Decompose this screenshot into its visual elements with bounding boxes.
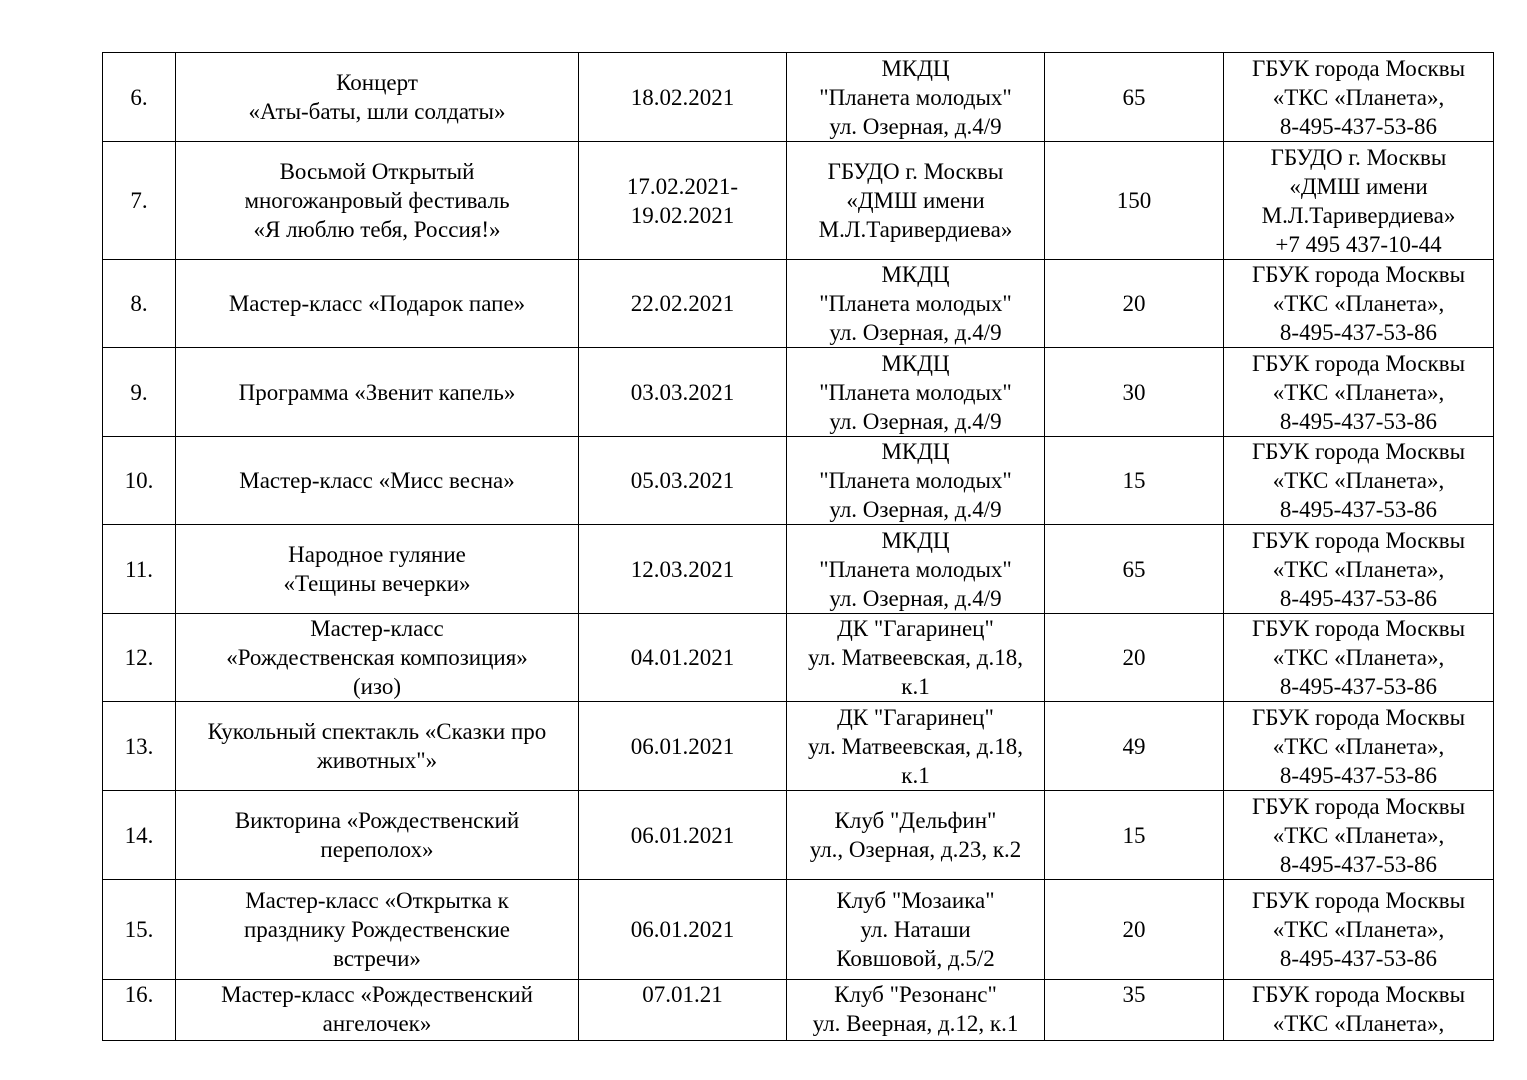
table-row: [103, 142, 1494, 260]
cell-organizer-line: 8-495-437-53-86: [1279, 113, 1438, 139]
table-row: [103, 614, 1494, 702]
cell-venue-line: ул. Наташи: [860, 917, 971, 942]
cell-number: 8.: [103, 260, 176, 348]
cell-event-name-line: Кукольный спектакль «Сказки про: [207, 719, 547, 744]
cell-venue: [787, 614, 1045, 702]
cell-venue-line: ул. Матвеевская, д.18,: [808, 733, 1023, 759]
cell-date: [579, 53, 787, 142]
cell-date-line: 19.02.2021: [630, 202, 735, 228]
cell-event-name: [176, 791, 579, 880]
cell-organizer-line: ГБУК города Москвы: [1251, 350, 1466, 376]
cell-venue: [787, 525, 1045, 614]
cell-venue-line: Клуб "Дельфин": [834, 808, 997, 833]
cell-event-name: [176, 437, 579, 525]
cell-date-line: 06.01.2021: [630, 917, 735, 942]
cell-organizer-line: ГБУК города Москвы: [1251, 704, 1466, 730]
cell-event-name-line: Мастер-класс «Мисс весна»: [239, 468, 515, 493]
cell-organizer-line: «ДМШ имени: [1289, 173, 1428, 199]
cell-event-name-line: «Рождественская композиция»: [226, 645, 528, 670]
cell-event-name-line: (изо): [352, 674, 402, 699]
cell-venue: [787, 348, 1045, 437]
cell-organizer-line: «ТКС «Планета»,: [1272, 645, 1445, 670]
cell-venue-line: ГБУДО г. Москвы: [827, 159, 1004, 184]
cell-event-name-line: Восьмой Открытый: [279, 159, 475, 184]
cell-organizer-line: ГБУК города Москвы: [1251, 439, 1466, 464]
cell-organizer: [1224, 980, 1494, 1041]
cell-venue: [787, 53, 1045, 142]
cell-venue-line: ДК "Гагаринец": [837, 616, 994, 641]
cell-organizer-line: «ТКС «Планета»,: [1272, 291, 1445, 316]
cell-participants: 15: [1045, 437, 1224, 525]
cell-venue-line: к.1: [901, 762, 930, 788]
cell-date-line: 07.01.21: [642, 982, 723, 1007]
cell-event-name-line: Мастер-класс: [310, 616, 444, 641]
cell-organizer: [1224, 525, 1494, 614]
cell-organizer-line: «ТКС «Планета»,: [1272, 556, 1445, 582]
cell-event-name-line: многожанровый фестиваль: [244, 188, 510, 213]
cell-event-name-line: Мастер-класс «Рождественский: [221, 982, 533, 1007]
cell-event-name: [176, 53, 579, 142]
cell-event-name-line: животных"»: [316, 748, 438, 773]
cell-date-line: 05.03.2021: [630, 468, 735, 493]
cell-venue-line: ДК "Гагаринец": [837, 704, 994, 730]
cell-date-line: 12.03.2021: [630, 556, 735, 582]
cell-venue-line: "Планета молодых": [819, 468, 1012, 493]
cell-participants: 49: [1045, 702, 1224, 791]
cell-organizer-line: 8-495-437-53-86: [1279, 762, 1438, 788]
cell-organizer-line: «ТКС «Планета»,: [1272, 1011, 1445, 1036]
table-row: [103, 260, 1494, 348]
cell-participants: 150: [1045, 142, 1224, 260]
cell-venue-line: Клуб "Мозаика": [836, 888, 995, 913]
cell-organizer-line: «ТКС «Планета»,: [1272, 379, 1445, 405]
cell-venue: [787, 980, 1045, 1041]
cell-event-name: [176, 880, 579, 980]
cell-organizer: [1224, 142, 1494, 260]
cell-participants: 20: [1045, 260, 1224, 348]
cell-number: 10.: [103, 437, 176, 525]
cell-venue-line: ул. Веерная, д.12, к.1: [812, 1011, 1019, 1036]
cell-participants: 65: [1045, 53, 1224, 142]
cell-organizer-line: 8-495-437-53-86: [1279, 408, 1438, 434]
cell-venue-line: "Планета молодых": [819, 291, 1012, 316]
table-row: [103, 980, 1494, 1041]
cell-organizer: [1224, 53, 1494, 142]
cell-event-name: [176, 142, 579, 260]
cell-organizer-line: ГБУК города Москвы: [1251, 982, 1466, 1007]
cell-event-name: [176, 702, 579, 791]
cell-date: [579, 702, 787, 791]
cell-date-line: 06.01.2021: [630, 822, 735, 848]
table-row: [103, 791, 1494, 880]
cell-organizer-line: 8-495-437-53-86: [1279, 851, 1438, 877]
cell-organizer-line: «ТКС «Планета»,: [1272, 84, 1445, 110]
cell-venue-line: ул., Озерная, д.23, к.2: [809, 837, 1022, 862]
cell-event-name-line: празднику Рождественские: [243, 917, 511, 942]
cell-date-line: 18.02.2021: [630, 84, 735, 110]
cell-organizer: [1224, 348, 1494, 437]
cell-date-line: 04.01.2021: [630, 645, 735, 670]
table-row: [103, 53, 1494, 142]
cell-venue: [787, 702, 1045, 791]
table-row: [103, 525, 1494, 614]
cell-participants: 35: [1045, 980, 1224, 1041]
cell-organizer-line: 8-495-437-53-86: [1279, 497, 1438, 522]
cell-organizer-line: 8-495-437-53-86: [1279, 585, 1438, 611]
cell-organizer-line: М.Л.Таривердиева»: [1261, 202, 1456, 228]
cell-date: [579, 880, 787, 980]
cell-organizer-line: ГБУК города Москвы: [1251, 527, 1466, 553]
cell-date-line: 03.03.2021: [630, 379, 735, 405]
cell-number: 7.: [103, 142, 176, 260]
cell-venue-line: ул. Озерная, д.4/9: [829, 585, 1002, 611]
cell-venue-line: МКДЦ: [881, 527, 950, 553]
cell-event-name-line: встречи»: [333, 946, 421, 971]
cell-organizer-line: «ТКС «Планета»,: [1272, 917, 1445, 942]
cell-date: [579, 525, 787, 614]
cell-number: 16.: [103, 980, 176, 1041]
events-table: [102, 52, 1494, 1041]
cell-organizer-line: ГБУДО г. Москвы: [1270, 144, 1447, 170]
cell-venue-line: «ДМШ имени: [846, 188, 985, 213]
cell-organizer-line: «ТКС «Планета»,: [1272, 822, 1445, 848]
cell-venue-line: "Планета молодых": [819, 556, 1012, 582]
cell-organizer: [1224, 614, 1494, 702]
cell-venue: [787, 142, 1045, 260]
cell-event-name: [176, 614, 579, 702]
cell-date-line: 06.01.2021: [630, 733, 735, 759]
cell-organizer-line: ГБУК города Москвы: [1251, 888, 1466, 913]
cell-organizer: [1224, 791, 1494, 880]
cell-venue: [787, 260, 1045, 348]
cell-event-name-line: Мастер-класс «Подарок папе»: [228, 291, 526, 316]
cell-venue-line: Клуб "Резонанс": [834, 982, 997, 1007]
cell-date: [579, 142, 787, 260]
cell-organizer-line: +7 495 437-10-44: [1275, 231, 1442, 257]
cell-organizer-line: 8-495-437-53-86: [1279, 320, 1438, 345]
cell-event-name-line: «Аты-баты, шли солдаты»: [248, 99, 506, 124]
cell-number: 12.: [103, 614, 176, 702]
cell-venue-line: "Планета молодых": [819, 84, 1012, 110]
cell-date-line: 17.02.2021-: [626, 173, 739, 199]
cell-venue-line: ул. Озерная, д.4/9: [829, 113, 1002, 139]
table-row: [103, 348, 1494, 437]
cell-event-name: [176, 260, 579, 348]
table-row: [103, 437, 1494, 525]
cell-number: 9.: [103, 348, 176, 437]
cell-event-name-line: Народное гуляние: [288, 542, 466, 567]
cell-venue-line: ул. Матвеевская, д.18,: [808, 645, 1023, 670]
table-row: [103, 702, 1494, 791]
cell-organizer-line: 8-495-437-53-86: [1279, 946, 1438, 971]
cell-organizer-line: ГБУК города Москвы: [1251, 55, 1466, 81]
cell-venue: [787, 791, 1045, 880]
cell-event-name-line: Мастер-класс «Открытка к: [245, 888, 509, 913]
cell-venue-line: ул. Озерная, д.4/9: [829, 408, 1002, 434]
cell-organizer: [1224, 702, 1494, 791]
cell-participants: 20: [1045, 614, 1224, 702]
cell-event-name: [176, 525, 579, 614]
cell-date: [579, 980, 787, 1041]
cell-number: 6.: [103, 53, 176, 142]
cell-venue-line: МКДЦ: [881, 55, 950, 81]
events-table-body: [103, 53, 1494, 1041]
cell-venue-line: ул. Озерная, д.4/9: [829, 320, 1002, 345]
cell-organizer-line: «ТКС «Планета»,: [1272, 733, 1445, 759]
cell-venue: [787, 437, 1045, 525]
cell-date: [579, 437, 787, 525]
cell-date: [579, 260, 787, 348]
cell-event-name-line: Викторина «Рождественский: [234, 808, 520, 833]
cell-date-line: 22.02.2021: [630, 291, 735, 316]
cell-number: 11.: [103, 525, 176, 614]
cell-venue-line: Ковшовой, д.5/2: [836, 946, 995, 971]
cell-event-name-line: Концерт: [336, 70, 418, 95]
cell-venue-line: к.1: [901, 674, 930, 699]
cell-participants: 30: [1045, 348, 1224, 437]
cell-organizer-line: ГБУК города Москвы: [1251, 616, 1466, 641]
cell-organizer: [1224, 260, 1494, 348]
cell-event-name-line: «Тещины вечерки»: [283, 571, 471, 596]
cell-event-name: [176, 348, 579, 437]
cell-number: 13.: [103, 702, 176, 791]
cell-number: 14.: [103, 791, 176, 880]
cell-event-name-line: «Я люблю тебя, Россия!»: [253, 217, 501, 242]
table-row: [103, 880, 1494, 980]
cell-number: 15.: [103, 880, 176, 980]
cell-organizer: [1224, 880, 1494, 980]
cell-venue-line: МКДЦ: [881, 350, 950, 376]
cell-event-name-line: переполох»: [320, 837, 434, 862]
cell-date: [579, 348, 787, 437]
cell-venue-line: М.Л.Таривердиева»: [818, 217, 1013, 242]
cell-event-name-line: Программа «Звенит капель»: [238, 379, 516, 405]
cell-organizer-line: «ТКС «Планета»,: [1272, 468, 1445, 493]
cell-organizer-line: ГБУК города Москвы: [1251, 262, 1466, 287]
cell-organizer-line: ГБУК города Москвы: [1251, 793, 1466, 819]
cell-event-name-line: ангелочек»: [322, 1011, 432, 1036]
cell-organizer-line: 8-495-437-53-86: [1279, 674, 1438, 699]
cell-participants: 20: [1045, 880, 1224, 980]
cell-organizer: [1224, 437, 1494, 525]
cell-date: [579, 614, 787, 702]
cell-participants: 65: [1045, 525, 1224, 614]
cell-venue-line: ул. Озерная, д.4/9: [829, 497, 1002, 522]
cell-venue-line: МКДЦ: [881, 439, 950, 464]
cell-participants: 15: [1045, 791, 1224, 880]
cell-venue: [787, 880, 1045, 980]
cell-event-name: [176, 980, 579, 1041]
cell-venue-line: "Планета молодых": [819, 379, 1012, 405]
cell-date: [579, 791, 787, 880]
cell-venue-line: МКДЦ: [881, 262, 950, 287]
